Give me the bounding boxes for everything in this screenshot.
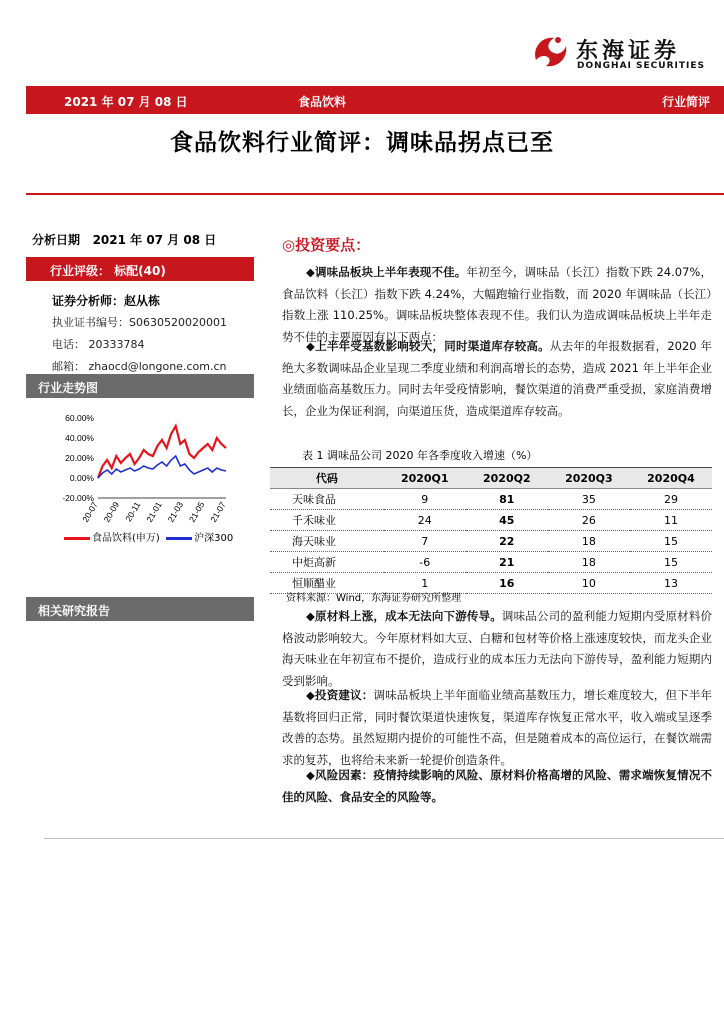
x-tick-label: 20-11 <box>123 500 143 524</box>
legend-swatch-hs300 <box>166 537 192 540</box>
table-cell: 24 <box>384 510 466 531</box>
paragraph-3-body: 调味品公司的盈利能力短期内受原材料价格波动影响较大。今年原材料如大豆、白糖和包材等价格上涨速度较快，而龙头企业海天味业在年初宣布不提价，造成行业的成本压力无法向下游传导，盈利能力短期内受到影响。 <box>282 609 712 688</box>
table-header-cell: 代码 <box>270 468 384 489</box>
table-cell: 千禾味业 <box>270 510 384 531</box>
y-tick-label: 40.00% <box>65 433 94 443</box>
x-tick-label: 21-01 <box>144 500 164 524</box>
paragraph-3 <box>282 606 712 692</box>
brand-name-en: DONGHAI SECURITIES <box>577 61 705 71</box>
table-cell: 22 <box>466 531 548 552</box>
table-cell: -6 <box>384 552 466 573</box>
table-header-cell: 2020Q1 <box>384 468 466 489</box>
table-cell: 10 <box>548 573 630 594</box>
paragraph-3-lead: ◆原材料上涨，成本无法向下游传导。 <box>306 609 502 623</box>
table-header-row <box>270 468 712 489</box>
header-report-type: 行业简评 <box>662 95 711 109</box>
table-header-cell: 2020Q4 <box>630 468 712 489</box>
x-tick-label: 21-07 <box>208 500 228 524</box>
table-cell: 1 <box>384 573 466 594</box>
table-cell: 天味食品 <box>270 489 384 510</box>
paragraph-5-body: ◆风险因素：疫情持续影响的风险、原材料价格高增的风险、需求端恢复情况不佳的风险、食品安全的风险等。 <box>282 768 712 804</box>
paragraph-1-body: 年初至今，调味品（长江）指数下跌 24.07%，食品饮料（长江）指数下跌 4.24%，大幅跑输行业指数，而 2020 年调味品（长江）指数上涨 110.25%。调味品板块整体表现不佳。我们认为造成调味品板块上半年走势不佳的主要原因有以下两点： <box>282 265 712 344</box>
header-date: 2021 年 07 月 08 日 <box>64 95 188 109</box>
paragraph-4-body: 调味品板块上半年面临业绩高基数压力，增长难度较大，但下半年基数将回归正常，同时餐饮渠道快速恢复，渠道库存恢复正常水平，收入端或呈逐季改善的态势。虽然短期内提价的可能性不高，但是随着成本的高位运行，在餐饮端需求的复苏，也将给未来新一轮提价创造条件。 <box>282 688 713 767</box>
analyst-name: 证券分析师：赵从栋 <box>52 294 161 308</box>
table-source: 资料来源：Wind，东海证券研究所整理 <box>286 593 462 604</box>
industry-rating: 行业评级： 标配(40) <box>26 257 254 281</box>
table-cell: 中炬高新 <box>270 552 384 573</box>
table-caption: 表 1 调味品公司 2020 年各季度收入增速（%） <box>302 449 538 462</box>
table-cell: 7 <box>384 531 466 552</box>
table-cell: 恒顺醋业 <box>270 573 384 594</box>
brand-name-cn: 东海证券 <box>576 38 681 64</box>
table-cell: 18 <box>548 531 630 552</box>
trend-chart-header: 行业走势图 <box>26 374 254 398</box>
table-cell: 11 <box>630 510 712 531</box>
analyst-email[interactable]: 邮箱： zhaocd@longone.com.cn <box>52 360 227 373</box>
legend-label-food: 食品饮料(申万) <box>92 533 160 544</box>
analyst-license: 执业证书编号：S0630520020001 <box>52 316 227 329</box>
table-cell: 29 <box>630 489 712 510</box>
table-cell: 21 <box>466 552 548 573</box>
table-cell: 9 <box>384 489 466 510</box>
table-row <box>270 552 712 573</box>
brand-logo <box>528 30 714 78</box>
table-cell: 15 <box>630 531 712 552</box>
x-tick-label: 21-03 <box>165 500 186 524</box>
paragraph-2-body: 从去年的年报数据看，2020 年绝大多数调味品企业呈现二季度业绩和利润高增长的态势，造成 2021 年上半年企业业绩面临高基数压力。同时去年受疫情影响，餐饮渠道的消费严重受损，家庭消费增长，企业为保证利润，向渠道压货，造成渠道库存较高。 <box>282 339 713 418</box>
legend-label-hs300: 沪深300 <box>194 533 234 544</box>
title-divider <box>26 193 724 195</box>
revenue-growth-table <box>270 467 712 594</box>
paragraph-1-lead: ◆调味品板块上半年表现不佳。 <box>306 265 467 279</box>
y-tick-label: 60.00% <box>65 413 94 423</box>
table-header-cell: 2020Q2 <box>466 468 548 489</box>
table-cell: 15 <box>630 552 712 573</box>
table-cell: 18 <box>548 552 630 573</box>
y-tick-label: 0.00% <box>69 473 94 483</box>
analysis-date-value: 2021 年 07 月 08 日 <box>92 233 217 247</box>
paragraph-5 <box>282 765 712 808</box>
table-cell: 13 <box>630 573 712 594</box>
chart-legend <box>64 529 233 544</box>
analyst-phone: 电话： 20333784 <box>52 338 145 351</box>
brand-emblem-icon <box>528 30 572 74</box>
header-sector: 食品饮料 <box>298 95 347 109</box>
section-title: ◎投资要点： <box>282 236 371 254</box>
x-tick-label: 20-09 <box>101 500 122 524</box>
bottom-divider <box>44 838 724 839</box>
paragraph-2-lead: ◆上半年受基数影响较大，同时渠道库存较高。 <box>306 339 550 353</box>
paragraph-4-lead: ◆投资建议： <box>306 688 374 702</box>
table-cell: 16 <box>466 573 548 594</box>
table-cell: 81 <box>466 489 548 510</box>
x-tick-label: 21-05 <box>186 500 207 524</box>
table-header-cell: 2020Q3 <box>548 468 630 489</box>
page-title: 食品饮料行业简评：调味品拐点已至 <box>170 129 554 156</box>
table-body <box>270 489 712 594</box>
y-tick-label: 20.00% <box>65 453 94 463</box>
table-cell: 26 <box>548 510 630 531</box>
analysis-date <box>32 231 216 248</box>
analysis-date-label: 分析日期 <box>32 233 81 247</box>
table-cell: 35 <box>548 489 630 510</box>
table-row <box>270 510 712 531</box>
paragraph-2 <box>282 336 712 422</box>
legend-swatch-food <box>64 537 90 540</box>
x-tick-label: 20-07 <box>80 500 100 524</box>
related-reports-header: 相关研究报告 <box>26 597 254 621</box>
header-bar <box>26 86 724 114</box>
y-tick-label: -20.00% <box>62 493 94 503</box>
paragraph-4 <box>282 685 712 771</box>
table-row <box>270 489 712 510</box>
table-cell: 海天味业 <box>270 531 384 552</box>
table-cell: 45 <box>466 510 548 531</box>
table-row <box>270 531 712 552</box>
